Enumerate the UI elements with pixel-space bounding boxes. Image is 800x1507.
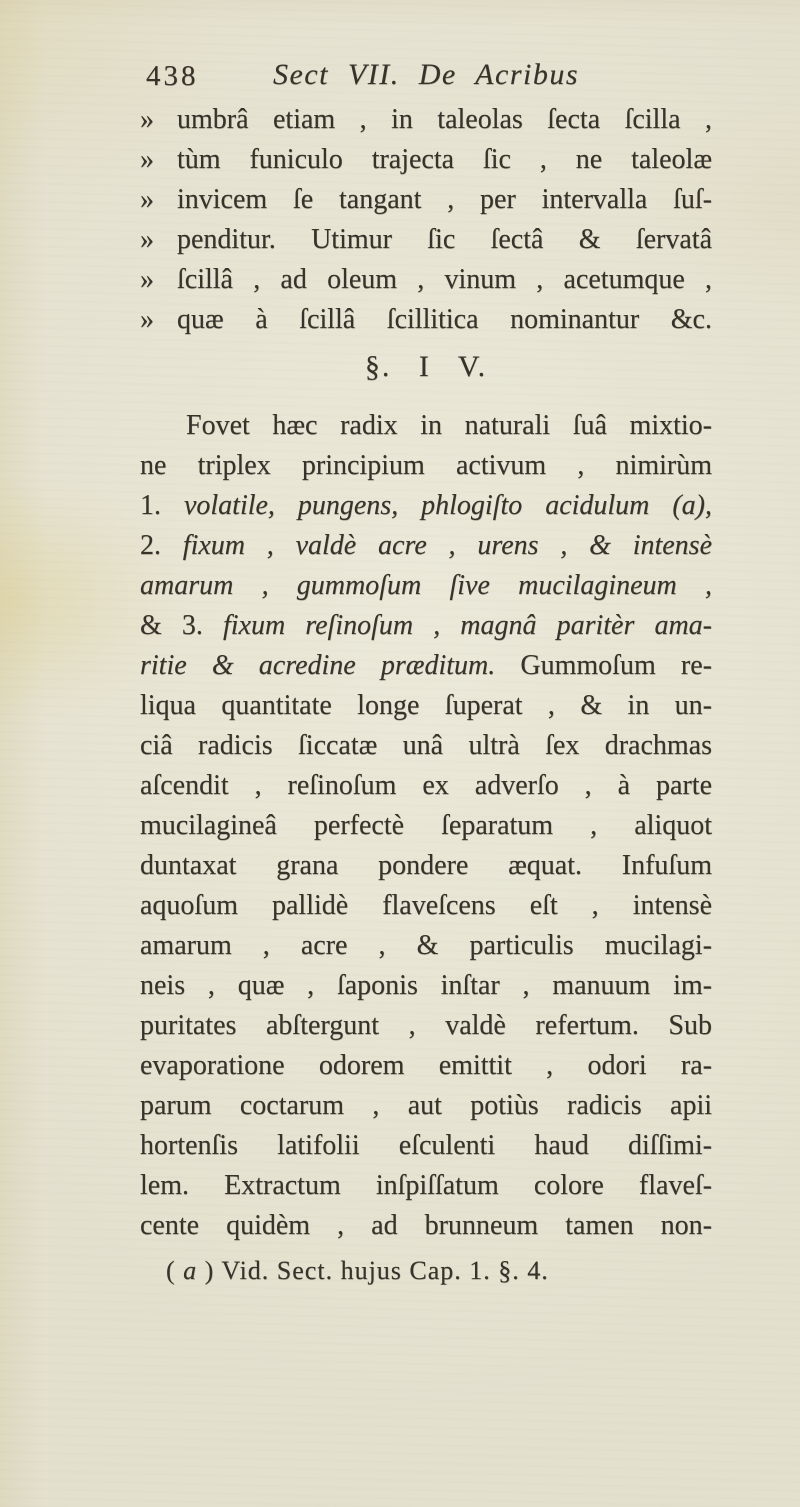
quote-line (140, 260, 712, 300)
paragraph-line (140, 726, 712, 766)
paragraph-line (140, 1086, 712, 1126)
roman-text: ( (166, 1256, 184, 1285)
quote-line (140, 140, 712, 180)
roman-text: Gummoſum re- (495, 650, 712, 681)
quote-line-text (177, 180, 712, 220)
italic-text: fixum , valdè acre , urens , & intensè (182, 530, 712, 561)
roman-text: neis , quæ , ſaponis inſtar , manuum im- (140, 970, 712, 1001)
footnote (140, 1254, 738, 1288)
paragraph-line (140, 846, 712, 886)
quote-line (140, 100, 712, 140)
section-heading: §. I V. (364, 350, 488, 383)
roman-text: penditur. Utimur ſic ſectâ & ſervatâ (177, 224, 712, 255)
quote-guillemet: » (140, 144, 154, 175)
paragraph-line (140, 1126, 712, 1166)
quoted-passage (140, 100, 712, 340)
roman-text: quæ à ſcillâ ſcillitica nominantur &c. (177, 304, 712, 335)
quote-guillemet: » (140, 224, 154, 255)
running-title: Sect VII. De Acribus (272, 58, 580, 91)
italic-text: ritie & acredine præditum. (140, 650, 496, 681)
paragraph-line (140, 606, 712, 646)
roman-text: 1. (140, 490, 184, 521)
roman-text: tùm funiculo trajecta ſic , ne taleolæ (177, 144, 712, 175)
roman-text: hortenſis latifolii eſculenti haud diſſimi- (140, 1130, 712, 1161)
roman-text: cente quidèm , ad brunneum tamen non- (140, 1210, 712, 1241)
quote-guillemet: » (140, 304, 154, 335)
paragraph-line (140, 526, 712, 566)
italic-text: amarum , gummoſum ſive mucilagineum , (140, 570, 712, 601)
roman-text: lem. Extractum inſpiſſatum colore flaveſ- (140, 1170, 712, 1201)
roman-text: liqua quantitate longe ſuperat , & in un- (140, 690, 712, 721)
paragraph-line (140, 766, 712, 806)
italic-text: a (183, 1256, 198, 1285)
roman-text: invicem ſe tangant , per intervalla ſuſ- (177, 184, 712, 215)
roman-text: ſcillâ , ad oleum , vinum , acetumque , (177, 264, 712, 295)
roman-text: aſcendit , reſinoſum ex adverſo , à parte (140, 770, 712, 801)
italic-text: volatile, pungens, phlogiſto acidulum (a), (183, 490, 712, 521)
roman-text: ne triplex principium activum , nimirùm (140, 450, 712, 481)
paragraph-line (140, 406, 712, 446)
roman-text: Fovet hæc radix in naturali ſuâ mixtio- (186, 410, 712, 441)
italic-text: fixum reſinoſum , magnâ paritèr ama- (222, 610, 712, 641)
quote-line (140, 220, 712, 260)
roman-text: aquoſum pallidè flaveſcens eſt , intensè (140, 890, 712, 921)
paragraph-line (140, 886, 712, 926)
quote-line-text (177, 100, 712, 140)
roman-text: parum coctarum , aut potiùs radicis apii (140, 1090, 712, 1121)
quote-line-text (177, 140, 712, 180)
paragraph-line (140, 646, 712, 686)
paragraph-line (140, 486, 712, 526)
roman-text: umbrâ etiam , in taleolas ſecta ſcilla , (177, 104, 712, 135)
roman-text: ciâ radicis ſiccatæ unâ ultrà ſex drachmas (140, 730, 712, 761)
roman-text: & 3. (140, 610, 223, 641)
quote-line-text (177, 220, 712, 260)
paragraph-line (140, 1206, 712, 1246)
paragraph-line (140, 686, 712, 726)
roman-text: amarum , acre , & particulis mucilagi- (140, 930, 712, 961)
roman-text: evaporatione odorem emittit , odori ra- (140, 1050, 712, 1081)
roman-text: duntaxat grana pondere æquat. Infuſum (140, 850, 712, 881)
paragraph-line (140, 566, 712, 606)
roman-text: mucilagineâ perfectè ſeparatum , aliquot (140, 810, 712, 841)
quote-line (140, 300, 712, 340)
quote-line (140, 180, 712, 220)
quote-line-text (177, 260, 712, 300)
page-number: 438 (146, 60, 199, 92)
paragraph-line (140, 926, 712, 966)
paragraph-line (140, 966, 712, 1006)
roman-text: puritates abſtergunt , valdè refertum. Sub (140, 1010, 712, 1041)
quote-guillemet: » (140, 264, 154, 295)
paragraph-line (140, 806, 712, 846)
quote-guillemet: » (140, 104, 154, 135)
paragraph-line (140, 1006, 712, 1046)
quote-line-text (177, 300, 712, 340)
body-paragraph (140, 406, 712, 1246)
roman-text: ) Vid. Sect. hujus Cap. 1. §. 4. (197, 1256, 549, 1285)
roman-text: 2. (140, 530, 183, 561)
paragraph-line (140, 446, 712, 486)
paragraph-line (140, 1046, 712, 1086)
paragraph-line (140, 1166, 712, 1206)
quote-guillemet: » (140, 184, 154, 215)
running-header (140, 58, 712, 98)
